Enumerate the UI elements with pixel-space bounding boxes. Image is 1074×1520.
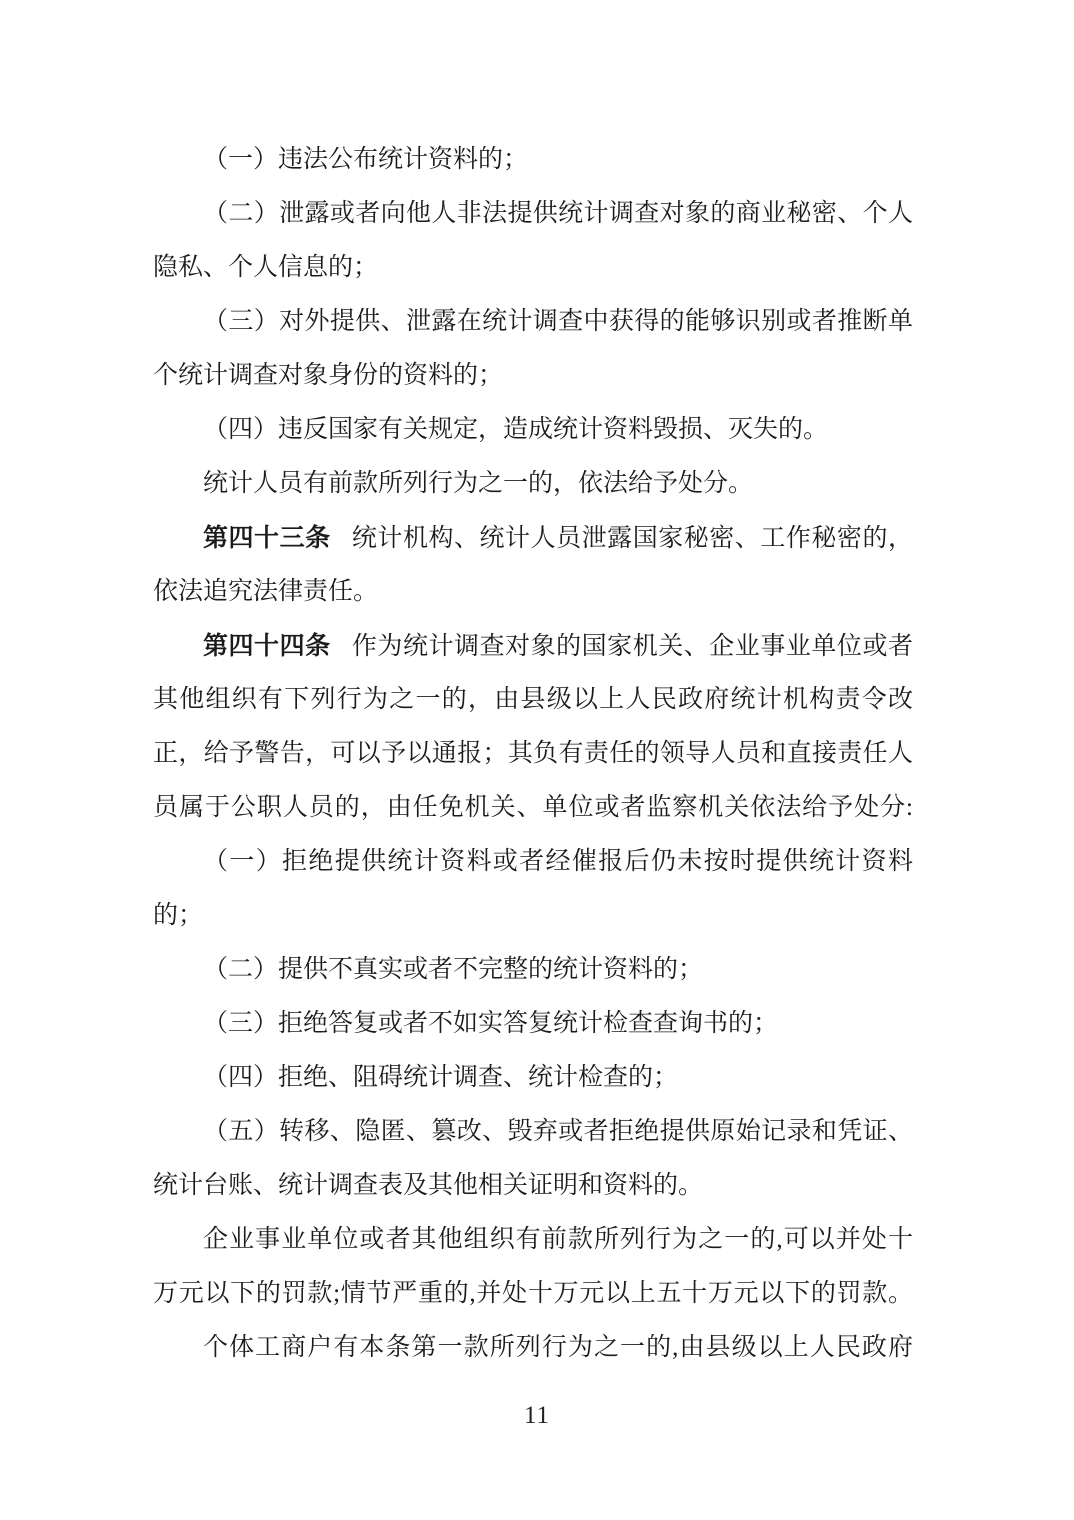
page-number: 11	[523, 1402, 551, 1429]
line-text: 作为统计调查对象的国家机关、企业事业单位或者	[351, 633, 913, 660]
line-text: 隐私、个人信息的；	[153, 254, 379, 281]
text-line	[153, 727, 913, 781]
text-line	[153, 511, 913, 565]
line-text: （三）对外提供、泄露在统计调查中获得的能够识别或者推断单	[203, 308, 913, 335]
text-line	[153, 1105, 913, 1159]
line-text: （二）提供不真实或者不完整的统计资料的；	[203, 956, 704, 983]
line-text: 的；	[153, 902, 204, 929]
line-text: （二）泄露或者向他人非法提供统计调查对象的商业秘密、个人	[203, 200, 913, 227]
line-text: 企业事业单位或者其他组织有前款所列行为之一的,可以并处十	[203, 1226, 913, 1253]
line-text: 统计机构、统计人员泄露国家秘密、工作秘密的，	[351, 525, 913, 552]
text-line	[153, 403, 913, 457]
text-line	[153, 187, 913, 241]
line-text: （一）违法公布统计资料的；	[203, 146, 529, 173]
line-text: 依法追究法律责任。	[153, 578, 379, 605]
line-text: （一）拒绝提供统计资料或者经催报后仍未按时提供统计资料	[203, 848, 913, 875]
line-text: 统计人员有前款所列行为之一的，依法给予处分。	[203, 470, 754, 497]
text-line	[153, 889, 913, 943]
document-body	[153, 133, 913, 1375]
text-line	[153, 835, 913, 889]
text-line	[153, 673, 913, 727]
text-line	[153, 1051, 913, 1105]
text-line	[153, 943, 913, 997]
line-text: 正，给予警告，可以予以通报；其负有责任的领导人员和直接责任人	[153, 740, 913, 767]
text-line	[153, 241, 913, 295]
text-line	[153, 133, 913, 187]
text-line	[153, 1159, 913, 1213]
line-text: 个体工商户有本条第一款所列行为之一的,由县级以上人民政府	[203, 1334, 913, 1361]
line-text: （五）转移、隐匿、篡改、毁弃或者拒绝提供原始记录和凭证、	[203, 1118, 913, 1145]
text-line	[153, 619, 913, 673]
line-text: （三）拒绝答复或者不如实答复统计检查查询书的；	[203, 1010, 779, 1037]
text-line	[153, 457, 913, 511]
article-number-43: 第四十三条	[203, 524, 331, 552]
text-line	[153, 781, 913, 835]
text-line	[153, 565, 913, 619]
article-number-44: 第四十四条	[203, 632, 331, 660]
text-line	[153, 1213, 913, 1267]
line-text: 员属于公职人员的，由任免机关、单位或者监察机关依法给予处分:	[153, 794, 913, 821]
text-line	[153, 997, 913, 1051]
line-text: （四）拒绝、阻碍统计调查、统计检查的；	[203, 1064, 679, 1091]
line-text: 其他组织有下列行为之一的，由县级以上人民政府统计机构责令改	[153, 686, 913, 713]
text-line	[153, 1321, 913, 1375]
line-text: （四）违反国家有关规定，造成统计资料毁损、灭失的。	[203, 416, 829, 443]
line-text: 万元以下的罚款;情节严重的,并处十万元以上五十万元以下的罚款。	[153, 1280, 913, 1307]
line-text: 统计台账、统计调查表及其他相关证明和资料的。	[153, 1172, 704, 1199]
text-line	[153, 349, 913, 403]
text-line	[153, 295, 913, 349]
text-line	[153, 1267, 913, 1321]
line-text: 个统计调查对象身份的资料的；	[153, 362, 504, 389]
